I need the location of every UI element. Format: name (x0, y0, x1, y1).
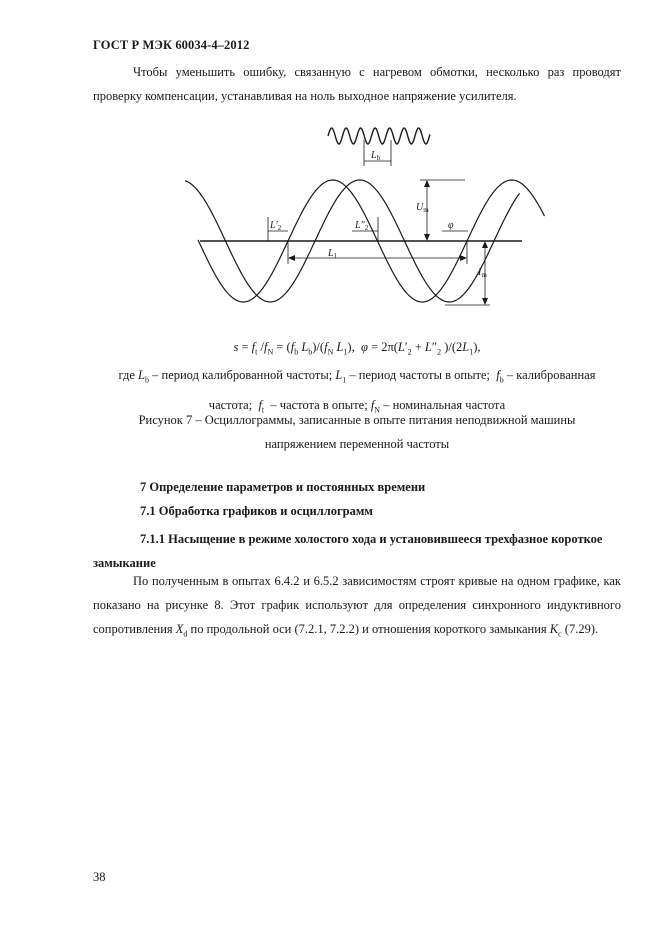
figure-caption (93, 408, 621, 456)
um-arrowhead-bottom (424, 234, 430, 241)
legend-line-2: частота; $f_t$ – частота в опыте; $f_N$ – номинальная частота (208, 397, 506, 414)
lb-label: $L_b$ (371, 150, 381, 162)
im-arrowhead-top (482, 241, 488, 248)
body-paragraph: По полученным в опытах 6.4.2 и 6.5.2 зависимостям строят кривые на одном графике, как показано на рисунке 8. Этот график используют для определения синхронного индуктивного сопротивления $X_d$ по продольной оси (7.2.1, 7.2.2) и отношения короткого замыкания $K_c$ (7.29). (93, 574, 621, 639)
intro-paragraph: Чтобы уменьшить ошибку, связанную с нагревом обмотки, несколько раз проводят проверку компенсации, устанавливая на ноль выходное напряжение усилителя. (93, 65, 621, 103)
document-header: ГОСТ Р МЭК 60034-4–2012 (93, 38, 250, 52)
legend-line-1: где $L_b$ – период калиброванной частоты; $L_1$ – период частоты в опыте; $f_b$ – калиброванная (118, 368, 596, 385)
im-arrowhead-bottom (482, 298, 488, 305)
um-arrowhead-top (424, 180, 430, 187)
l1-label: $L_1$ (328, 248, 338, 260)
l1-arrowhead-right (460, 255, 467, 261)
caption-line-1: Рисунок 7 – Осциллограммы, записанные в опыте питания неподвижной машины (138, 413, 576, 427)
l2p-label: $L'_2$ (270, 220, 282, 232)
figure-formula: $s = f_t$ $/f_N = (f_b$ $L_b)/(f_N$ $L_1$), $\varphi = 2\pi(L'_2 + L''_2$ )$/(2L_1)$, (233, 340, 481, 357)
oscillogram-figure (180, 118, 550, 318)
um-label: $U_m$ (416, 202, 429, 214)
calibration-wave (328, 128, 430, 144)
section-heading-7-1: 7.1 Обработка графиков и осциллограмм (140, 504, 373, 518)
phi-label: φ (448, 220, 454, 231)
caption-line-2: напряжением переменной частоты (264, 437, 450, 451)
section-heading-7-1-1: 7.1.1 Насыщение в режиме холостого хода и установившееся трехфазное короткое замыкание (93, 532, 603, 570)
section-heading-7: 7 Определение параметров и постоянных времени (140, 480, 426, 494)
l1-arrowhead-left (288, 255, 295, 261)
l2pp-label: $L''_2$ (355, 220, 369, 232)
page-number: 38 (93, 870, 106, 884)
im-label: $I_m$ (478, 267, 487, 279)
